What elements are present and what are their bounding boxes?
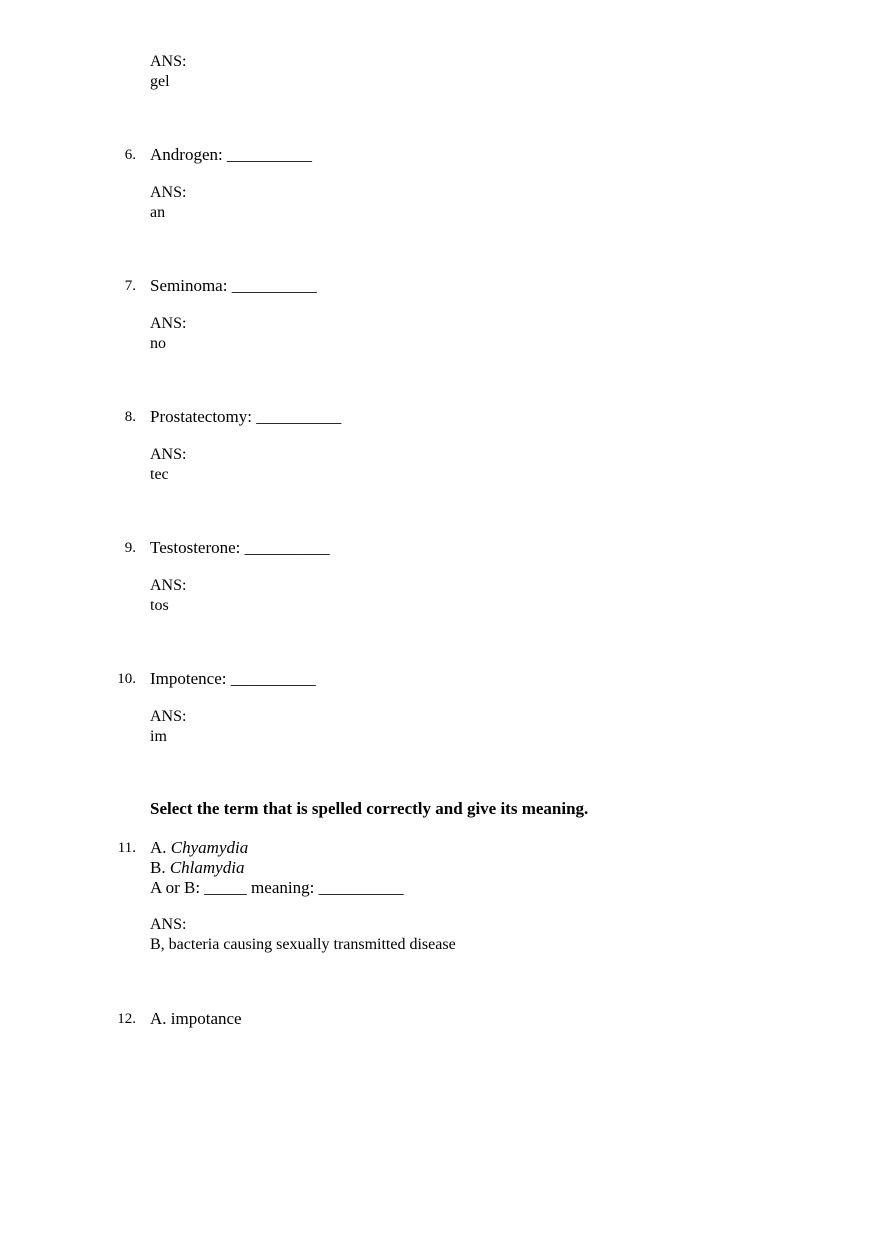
answer-block-10 [150,707,186,747]
option-b-prefix: B. [150,858,170,877]
question-prompt: Testosterone: __________ [150,538,330,557]
ans-label: ANS: [150,446,187,463]
question-number: 8. [124,409,136,425]
ans-label: ANS: [150,577,187,594]
answer-text: B, bacteria causing sexually transmitted disease [150,936,456,953]
answer-block-6 [150,183,186,223]
answer-text: gel [150,73,170,90]
answer-text: tos [150,597,169,614]
answer-block-9 [150,576,186,616]
question-number: 10. [117,671,136,687]
ans-label: ANS: [150,916,187,933]
answer-block-11 [150,915,456,955]
question-number: 12. [117,1011,136,1027]
response-line: A or B: _____ meaning: __________ [150,878,404,897]
answer-text: no [150,335,166,352]
option-b [150,858,404,878]
ans-label: ANS: [150,53,187,70]
question-number: 9. [124,540,136,556]
answer-text: im [150,728,167,745]
question-prompt: Impotence: __________ [150,669,316,688]
question-number: 6. [124,147,136,163]
ans-label: ANS: [150,184,187,201]
question-11-options [150,838,404,898]
answer-text: an [150,204,166,221]
ans-label: ANS: [150,315,187,332]
option-b-term: Chlamydia [169,858,245,877]
question-prompt: Prostatectomy: __________ [150,407,342,426]
question-prompt: Androgen: __________ [150,145,312,164]
section-heading: Select the term that is spelled correctly and give its meaning. [150,799,589,818]
option-a [150,838,404,858]
option-a: A. impotance [150,1009,242,1028]
question-prompt: Seminoma: __________ [150,276,317,295]
question-number: 11. [117,840,136,856]
option-a-prefix: A. [150,838,171,857]
answer-block-8 [150,445,186,485]
ans-label: ANS: [150,708,187,725]
answer-block-7 [150,314,186,354]
answer-block-5 [150,52,186,92]
question-number: 7. [124,278,136,294]
answer-text: tec [150,466,169,483]
option-a-term: Chyamydia [170,838,249,857]
